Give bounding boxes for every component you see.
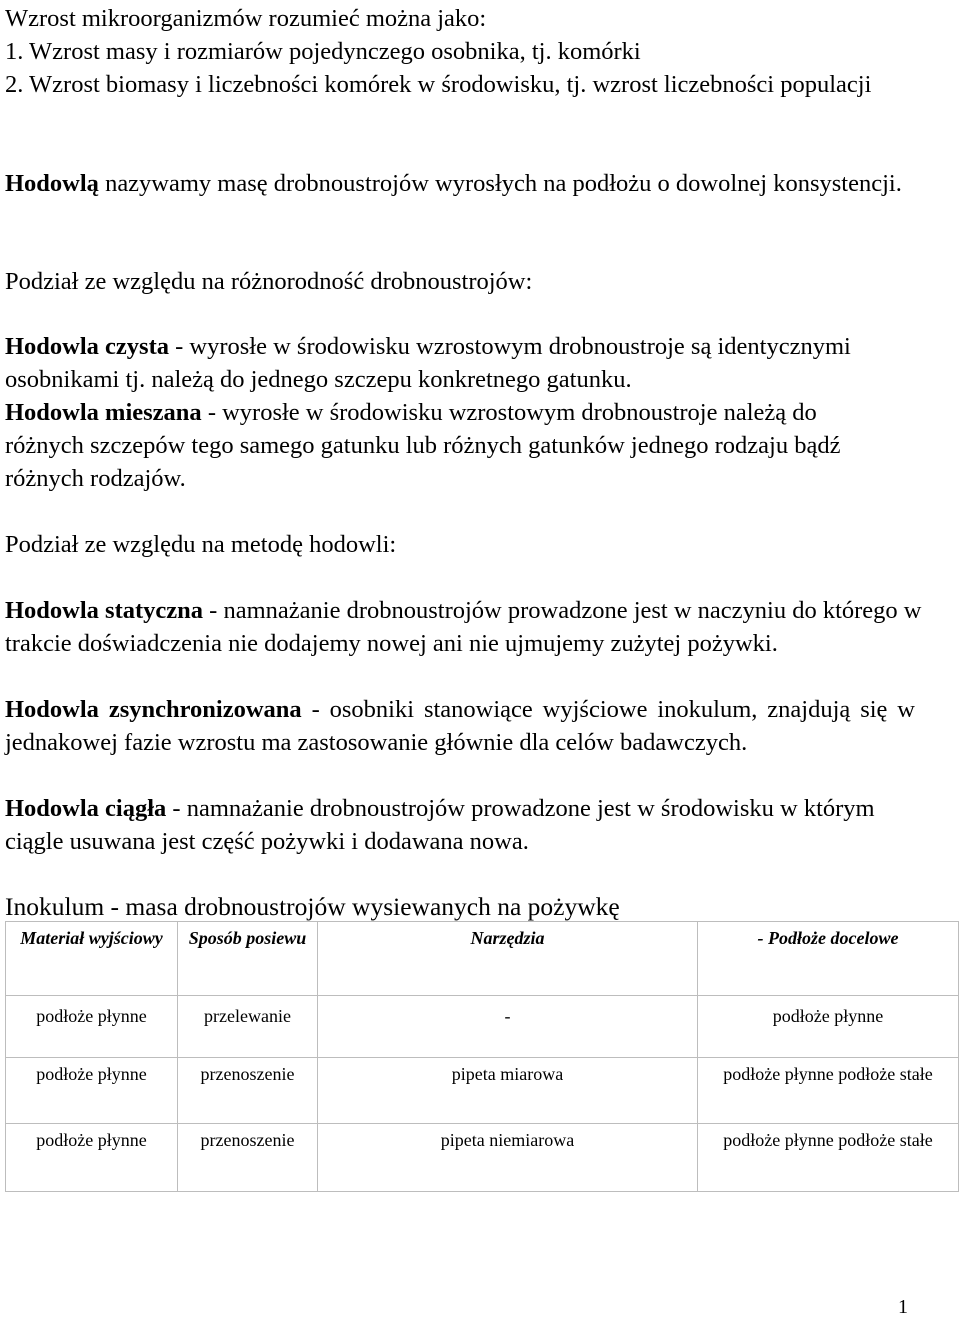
division2-heading: Podział ze względu na metodę hodowli: — [5, 531, 397, 558]
table-cell: przenoszenie — [178, 1124, 318, 1192]
page-number: 1 — [898, 1296, 908, 1318]
entry-term: Hodowla mieszana — [5, 399, 202, 426]
column-header: Sposób posiewu — [178, 922, 318, 996]
inokulum-table — [5, 921, 959, 1192]
entry-text: - namnażanie drobnoustrojów prowadzone jest w środowisku w którym ciągle usuwana jest część pożywki i dodawana nowa. — [5, 795, 875, 855]
table-cell: podłoże płynne — [6, 1058, 178, 1124]
table-cell: - — [318, 996, 698, 1058]
entry-term: Hodowla statyczna — [5, 597, 204, 624]
column-header: - Podłoże docelowe — [698, 922, 959, 996]
table-cell: podłoże płynne podłoże stałe — [698, 1058, 959, 1124]
table-cell: pipeta miarowa — [318, 1058, 698, 1124]
table-cell: podłoże płynne podłoże stałe — [698, 1124, 959, 1192]
entry-term: Hodowla ciągła — [5, 795, 167, 822]
table-cell: pipeta niemiarowa — [318, 1124, 698, 1192]
table-cell: podłoże płynne — [698, 996, 959, 1058]
division1-heading: Podział ze względu na różnorodność drobnoustrojów: — [5, 268, 533, 295]
entry-text: - wyrosłe w środowisku wzrostowym drobnoustroje są identycznymi osobnikami tj. należą do jednego szczepu konkretnego gatunku. — [5, 333, 851, 393]
entry-text: - wyrosłe w środowisku wzrostowym drobnoustroje należą do różnych szczepów tego samego gatunku lub różnych gatunków jednego rodzaju bądź różnych rodzajów. — [5, 399, 841, 492]
column-header: Narzędzia — [318, 922, 698, 996]
table-cell: przenoszenie — [178, 1058, 318, 1124]
intro-item-2: 2. Wzrost biomasy i liczebności komórek w środowisku, tj. wzrost liczebności populacji — [5, 71, 872, 98]
inokulum-heading: Inokulum - masa drobnoustrojów wysiewanych na pożywkę — [5, 892, 620, 921]
column-header: Materiał wyjściowy — [6, 922, 178, 996]
division1-entry-czysta — [5, 330, 885, 396]
entry-term: Hodowla czysta — [5, 333, 169, 360]
table-cell: podłoże płynne — [6, 1124, 178, 1192]
table-cell: przelewanie — [178, 996, 318, 1058]
table-row — [6, 996, 959, 1058]
definition-term: Hodowlą — [5, 170, 99, 197]
division2-entry-statyczna — [5, 594, 945, 660]
table-cell: podłoże płynne — [6, 996, 178, 1058]
entry-text: - osobniki stanowiące wyjściowe inokulum, znajdują się w jednakowej fazie wzrostu ma zastosowanie głównie dla celów badawczych. — [5, 696, 916, 756]
definition-paragraph — [5, 167, 925, 200]
intro-item-1: 1. Wzrost masy i rozmiarów pojedynczego osobnika, tj. komórki — [5, 38, 641, 65]
division1-entry-mieszana — [5, 396, 895, 495]
table-header-row — [6, 922, 959, 996]
intro-lead: Wzrost mikroorganizmów rozumieć można jako: — [5, 5, 487, 32]
definition-text: nazywamy masę drobnoustrojów wyrosłych na podłożu o dowolnej konsystencji. — [98, 170, 902, 197]
table-row — [6, 1058, 959, 1124]
table-row — [6, 1124, 959, 1192]
division2-entry-zsynchronizowana — [5, 693, 915, 759]
entry-text: - namnażanie drobnoustrojów prowadzone jest w naczyniu do którego w trakcie doświadczenia nie dodajemy nowej ani nie ujmujemy zużytej pożywki. — [5, 597, 922, 657]
division2-entry-ciagla — [5, 792, 935, 858]
entry-term: Hodowla zsynchronizowana — [5, 696, 302, 723]
